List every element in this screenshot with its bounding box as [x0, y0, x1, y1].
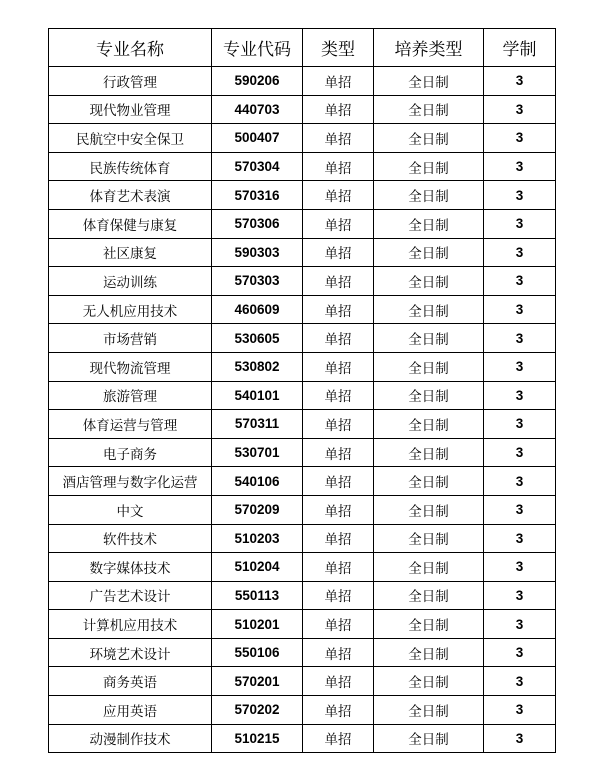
training-type-cell: 全日制: [374, 152, 484, 181]
table-row: [49, 324, 556, 353]
duration-cell: 3: [484, 638, 556, 667]
training-type-cell: 全日制: [374, 610, 484, 639]
major-name-cell: 数字媒体技术: [49, 553, 212, 582]
training-type-cell: 全日制: [374, 410, 484, 439]
training-type-cell: 全日制: [374, 638, 484, 667]
table-row: [49, 381, 556, 410]
training-type-cell: 全日制: [374, 381, 484, 410]
duration-cell: 3: [484, 295, 556, 324]
major-code-cell: 460609: [212, 295, 303, 324]
major-code-cell: 570201: [212, 667, 303, 696]
major-name-cell: 环境艺术设计: [49, 638, 212, 667]
table-header: [49, 29, 556, 67]
duration-cell: 3: [484, 95, 556, 124]
major-code-cell: 510215: [212, 724, 303, 753]
major-name-cell: 体育运营与管理: [49, 410, 212, 439]
major-code-cell: 570303: [212, 267, 303, 296]
table-row: [49, 67, 556, 96]
duration-cell: 3: [484, 495, 556, 524]
type-cell: 单招: [303, 238, 374, 267]
major-code-cell: 540101: [212, 381, 303, 410]
table-row: [49, 152, 556, 181]
training-type-cell: 全日制: [374, 124, 484, 153]
major-code-cell: 510204: [212, 553, 303, 582]
duration-cell: 3: [484, 181, 556, 210]
major-code-cell: 500407: [212, 124, 303, 153]
duration-cell: 3: [484, 324, 556, 353]
major-name-cell: 计算机应用技术: [49, 610, 212, 639]
duration-cell: 3: [484, 352, 556, 381]
training-type-cell: 全日制: [374, 181, 484, 210]
type-cell: 单招: [303, 696, 374, 725]
header-duration: 学制: [484, 29, 556, 67]
table-row: [49, 610, 556, 639]
training-type-cell: 全日制: [374, 667, 484, 696]
table-row: [49, 238, 556, 267]
header-type: 类型: [303, 29, 374, 67]
table-row: [49, 696, 556, 725]
major-name-cell: 社区康复: [49, 238, 212, 267]
table-row: [49, 467, 556, 496]
duration-cell: 3: [484, 209, 556, 238]
table-row: [49, 667, 556, 696]
table-row: [49, 524, 556, 553]
duration-cell: 3: [484, 553, 556, 582]
type-cell: 单招: [303, 209, 374, 238]
table-row: [49, 181, 556, 210]
major-code-cell: 570311: [212, 410, 303, 439]
training-type-cell: 全日制: [374, 696, 484, 725]
major-code-cell: 570304: [212, 152, 303, 181]
table-row: [49, 267, 556, 296]
major-name-cell: 广告艺术设计: [49, 581, 212, 610]
type-cell: 单招: [303, 524, 374, 553]
major-code-cell: 510203: [212, 524, 303, 553]
majors-table: [48, 28, 556, 753]
training-type-cell: 全日制: [374, 238, 484, 267]
type-cell: 单招: [303, 467, 374, 496]
type-cell: 单招: [303, 438, 374, 467]
training-type-cell: 全日制: [374, 67, 484, 96]
duration-cell: 3: [484, 724, 556, 753]
table-row: [49, 95, 556, 124]
major-name-cell: 酒店管理与数字化运营: [49, 467, 212, 496]
major-code-cell: 590303: [212, 238, 303, 267]
table-row: [49, 581, 556, 610]
type-cell: 单招: [303, 724, 374, 753]
table-row: [49, 438, 556, 467]
duration-cell: 3: [484, 381, 556, 410]
duration-cell: 3: [484, 267, 556, 296]
header-major-code: 专业代码: [212, 29, 303, 67]
major-name-cell: 现代物业管理: [49, 95, 212, 124]
header-row: [49, 29, 556, 67]
type-cell: 单招: [303, 295, 374, 324]
major-name-cell: 行政管理: [49, 67, 212, 96]
table-row: [49, 295, 556, 324]
type-cell: 单招: [303, 124, 374, 153]
type-cell: 单招: [303, 410, 374, 439]
major-code-cell: 550113: [212, 581, 303, 610]
training-type-cell: 全日制: [374, 352, 484, 381]
training-type-cell: 全日制: [374, 209, 484, 238]
type-cell: 单招: [303, 638, 374, 667]
training-type-cell: 全日制: [374, 467, 484, 496]
table-row: [49, 352, 556, 381]
major-code-cell: 550106: [212, 638, 303, 667]
major-name-cell: 市场营销: [49, 324, 212, 353]
major-code-cell: 540106: [212, 467, 303, 496]
major-code-cell: 530802: [212, 352, 303, 381]
major-name-cell: 运动训练: [49, 267, 212, 296]
training-type-cell: 全日制: [374, 438, 484, 467]
type-cell: 单招: [303, 67, 374, 96]
major-name-cell: 应用英语: [49, 696, 212, 725]
major-name-cell: 无人机应用技术: [49, 295, 212, 324]
table-row: [49, 553, 556, 582]
duration-cell: 3: [484, 438, 556, 467]
major-code-cell: 510201: [212, 610, 303, 639]
duration-cell: 3: [484, 67, 556, 96]
duration-cell: 3: [484, 696, 556, 725]
type-cell: 单招: [303, 95, 374, 124]
training-type-cell: 全日制: [374, 495, 484, 524]
major-name-cell: 民族传统体育: [49, 152, 212, 181]
table-row: [49, 124, 556, 153]
training-type-cell: 全日制: [374, 267, 484, 296]
major-name-cell: 动漫制作技术: [49, 724, 212, 753]
major-name-cell: 商务英语: [49, 667, 212, 696]
training-type-cell: 全日制: [374, 724, 484, 753]
major-code-cell: 570202: [212, 696, 303, 725]
type-cell: 单招: [303, 581, 374, 610]
major-code-cell: 440703: [212, 95, 303, 124]
table-row: [49, 209, 556, 238]
major-name-cell: 体育保健与康复: [49, 209, 212, 238]
major-name-cell: 旅游管理: [49, 381, 212, 410]
header-major-name: 专业名称: [49, 29, 212, 67]
training-type-cell: 全日制: [374, 553, 484, 582]
table-row: [49, 495, 556, 524]
major-code-cell: 570209: [212, 495, 303, 524]
duration-cell: 3: [484, 410, 556, 439]
major-name-cell: 现代物流管理: [49, 352, 212, 381]
header-training-type: 培养类型: [374, 29, 484, 67]
duration-cell: 3: [484, 667, 556, 696]
major-name-cell: 民航空中安全保卫: [49, 124, 212, 153]
duration-cell: 3: [484, 467, 556, 496]
type-cell: 单招: [303, 667, 374, 696]
duration-cell: 3: [484, 124, 556, 153]
table-row: [49, 638, 556, 667]
duration-cell: 3: [484, 610, 556, 639]
type-cell: 单招: [303, 181, 374, 210]
major-name-cell: 中文: [49, 495, 212, 524]
training-type-cell: 全日制: [374, 95, 484, 124]
table-row: [49, 724, 556, 753]
type-cell: 单招: [303, 267, 374, 296]
major-name-cell: 电子商务: [49, 438, 212, 467]
training-type-cell: 全日制: [374, 295, 484, 324]
duration-cell: 3: [484, 524, 556, 553]
duration-cell: 3: [484, 152, 556, 181]
table-row: [49, 410, 556, 439]
major-name-cell: 软件技术: [49, 524, 212, 553]
major-code-cell: 570316: [212, 181, 303, 210]
type-cell: 单招: [303, 352, 374, 381]
training-type-cell: 全日制: [374, 524, 484, 553]
table-body: [49, 67, 556, 753]
major-code-cell: 570306: [212, 209, 303, 238]
type-cell: 单招: [303, 610, 374, 639]
training-type-cell: 全日制: [374, 324, 484, 353]
type-cell: 单招: [303, 324, 374, 353]
type-cell: 单招: [303, 152, 374, 181]
duration-cell: 3: [484, 238, 556, 267]
duration-cell: 3: [484, 581, 556, 610]
major-code-cell: 530701: [212, 438, 303, 467]
major-code-cell: 530605: [212, 324, 303, 353]
training-type-cell: 全日制: [374, 581, 484, 610]
type-cell: 单招: [303, 495, 374, 524]
type-cell: 单招: [303, 381, 374, 410]
major-name-cell: 体育艺术表演: [49, 181, 212, 210]
major-code-cell: 590206: [212, 67, 303, 96]
type-cell: 单招: [303, 553, 374, 582]
